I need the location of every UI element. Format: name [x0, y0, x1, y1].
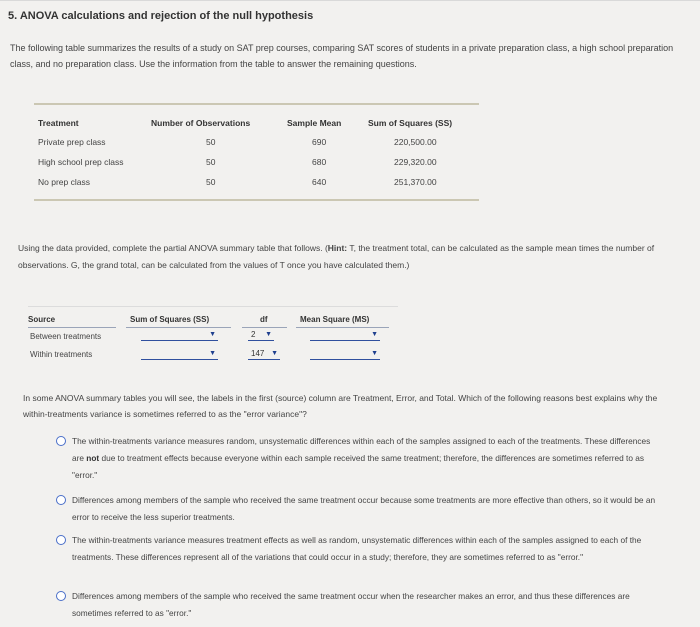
top-divider — [0, 0, 700, 1]
cell-n: 50 — [206, 177, 216, 187]
answer-option[interactable] — [56, 433, 656, 484]
instructions-part1: Using the data provided, complete the partial ANOVA summary table that follows. ( — [18, 243, 328, 253]
anova-top-rule — [28, 306, 398, 307]
table-top-rule — [34, 103, 479, 105]
cell-mean: 680 — [312, 157, 327, 167]
option-text: The within-treatments variance measures treatment effects as well as random, unsystematic differences within each of the samples assigned to each of the treatments. These differences represent all of the variations that could occur in a study; therefore, they are sometimes referred to as "error." — [72, 535, 642, 562]
option-text-b: due to treatment effects because everyone within each sample received the same treatment; therefore, the differences are sometimes referred to as "error." — [72, 453, 645, 480]
radio-empty-icon[interactable] — [56, 436, 66, 446]
cell-mean: 690 — [312, 137, 327, 147]
header-rule — [242, 327, 287, 328]
df-within-select[interactable] — [248, 349, 280, 360]
header-source: Source — [28, 315, 56, 324]
header-df: df — [260, 315, 268, 324]
radio-empty-icon[interactable] — [56, 535, 66, 545]
header-rule — [296, 327, 389, 328]
ms-between-select[interactable] — [310, 330, 380, 341]
header-treatment: Treatment — [38, 118, 79, 128]
header-ss: Sum of Squares (SS) — [368, 118, 453, 128]
option-text-bold: not — [86, 453, 100, 463]
radio-empty-icon[interactable] — [56, 495, 66, 505]
answer-option[interactable] — [56, 588, 656, 622]
cell-n: 50 — [206, 157, 216, 167]
radio-empty-icon[interactable] — [56, 591, 66, 601]
triangle-down-icon: ▼ — [271, 350, 278, 357]
option-text-a: The within-treatments variance measures random, unsystematic differences within each of the samples assigned to each of the treatments. These differences are — [72, 436, 651, 463]
ms-within-select[interactable] — [310, 349, 380, 360]
cell-mean: 640 — [312, 177, 327, 187]
table-bottom-rule — [34, 199, 479, 201]
cell-ss: 251,370.00 — [394, 177, 437, 187]
instructions-part2: T, the treatment total, can be calculated as the sample mean times the number of observations. G, the grand total, can be calculated from the values of T once you have calculated them.) — [18, 243, 655, 270]
df-between-value: 2 — [251, 330, 256, 339]
ss-between-select[interactable] — [141, 330, 218, 341]
question-title: 5. ANOVA calculations and rejection of the null hypothesis — [8, 10, 314, 22]
question-text: In some ANOVA summary tables you will see, the labels in the first (source) column are Treatment, Error, and Total. Which of the following reasons best explains why the within-treatments variance is sometimes referred to as the "error variance"? — [23, 393, 658, 419]
cell-ss: 229,320.00 — [394, 157, 437, 167]
header-observations: Number of Observations — [151, 118, 251, 128]
triangle-down-icon: ▼ — [265, 331, 272, 338]
triangle-down-icon: ▼ — [371, 350, 378, 357]
answer-option[interactable] — [56, 492, 656, 526]
intro-text: The following table summarizes the results of a study on SAT prep courses, comparing SAT scores of students in a private preparation class, a high school preparation class, and no preparation class. Use the information from the table to answer the remaining questions. — [10, 43, 674, 69]
option-text — [72, 433, 656, 484]
option-text: Differences among members of the sample who received the same treatment occur because some treatments are more effective than others, so it would be an error to receive the less superior treatments. — [72, 495, 656, 522]
header-rule — [28, 327, 116, 328]
source-within: Within treatments — [30, 350, 93, 359]
instructions-text — [18, 240, 690, 274]
cell-treatment: Private prep class — [38, 137, 106, 147]
triangle-down-icon: ▼ — [209, 331, 216, 338]
header-rule — [126, 327, 231, 328]
cell-ss: 220,500.00 — [394, 137, 437, 147]
header-ms: Mean Square (MS) — [300, 315, 370, 324]
answer-option[interactable] — [56, 532, 656, 566]
triangle-down-icon: ▼ — [209, 350, 216, 357]
df-between-select[interactable] — [248, 330, 274, 341]
df-within-value: 147 — [251, 349, 265, 358]
hint-label: Hint: — [327, 243, 348, 253]
cell-treatment: High school prep class — [38, 157, 124, 167]
cell-n: 50 — [206, 137, 216, 147]
header-anova-ss: Sum of Squares (SS) — [130, 315, 210, 324]
source-between: Between treatments — [30, 332, 102, 341]
option-text: Differences among members of the sample who received the same treatment occur when the researcher makes an error, and thus these differences are sometimes referred to as "error." — [72, 591, 630, 618]
triangle-down-icon: ▼ — [371, 331, 378, 338]
cell-treatment: No prep class — [38, 177, 90, 187]
header-sample-mean: Sample Mean — [287, 118, 342, 128]
ss-within-select[interactable] — [141, 349, 218, 360]
